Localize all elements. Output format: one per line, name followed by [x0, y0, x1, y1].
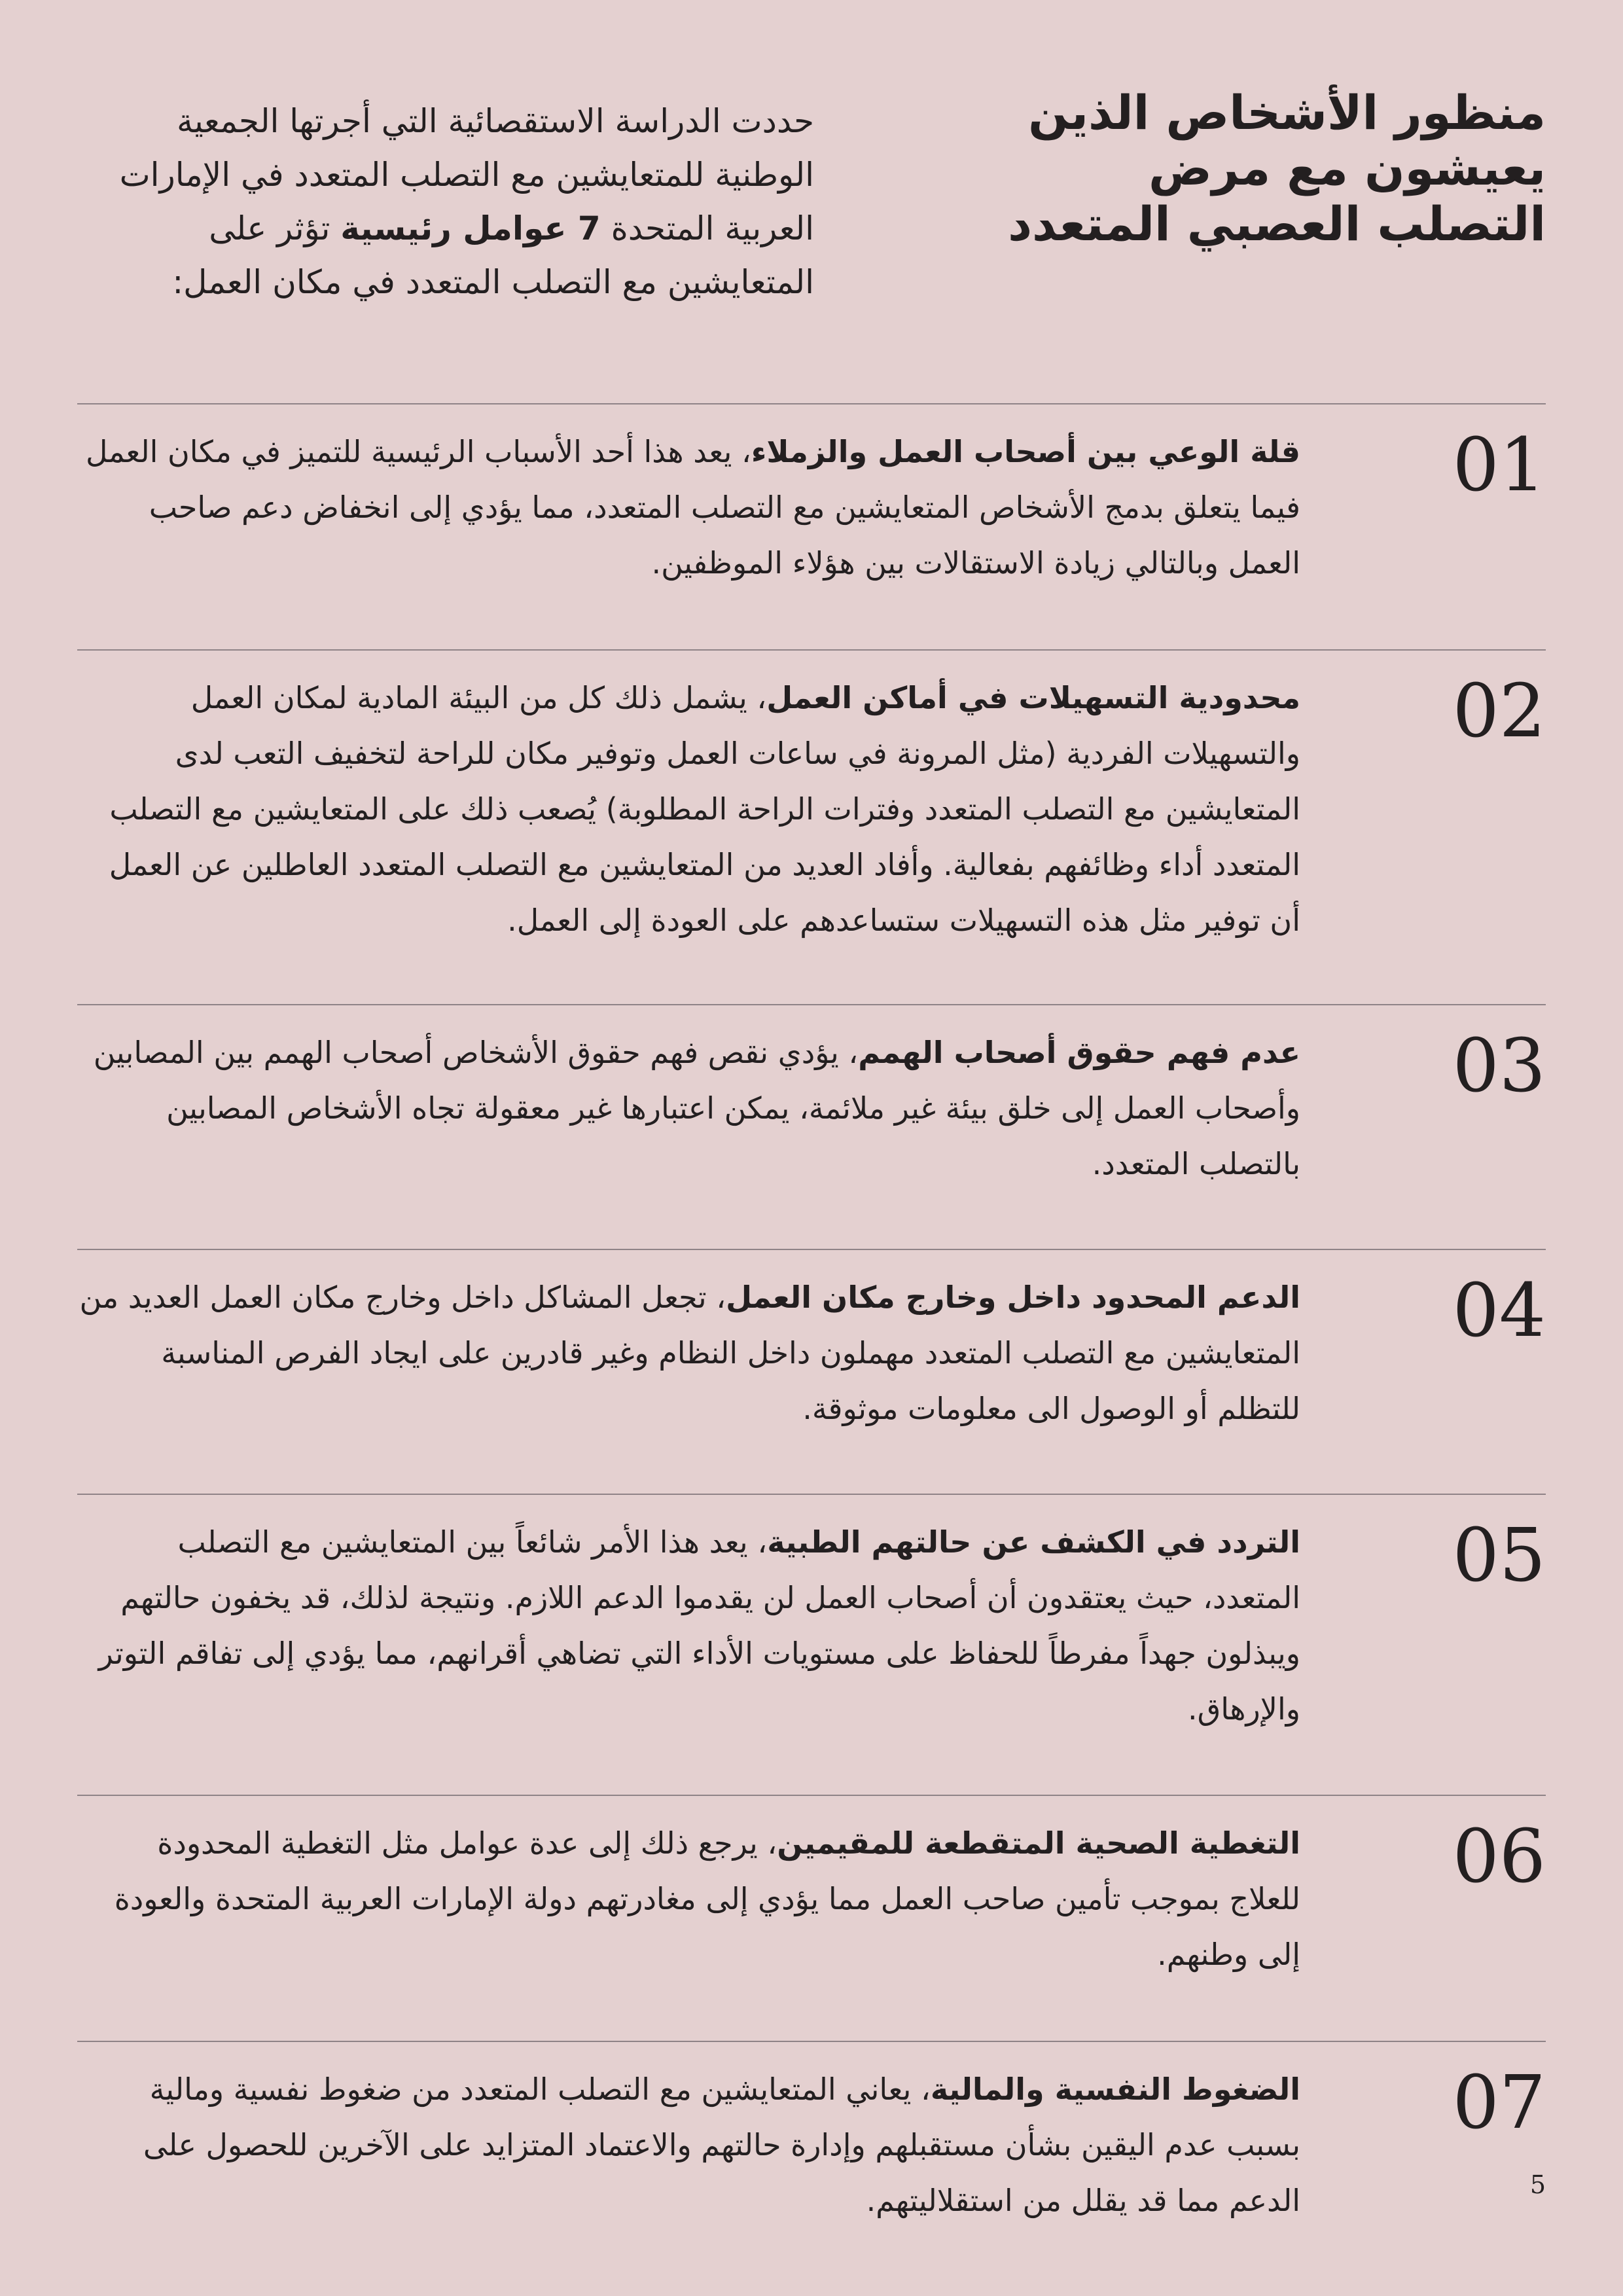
factor-heading: الضغوط النفسية والمالية: [930, 2072, 1300, 2107]
intro-text-bold: 7 عوامل رئيسية: [340, 209, 601, 247]
factor-number: 02: [1452, 669, 1546, 754]
factor-description: ، يعد هذا أحد الأسباب الرئيسية للتميز في مكان العمل فيما يتعلق بدمج الأشخاص المتعايشين مع التصلب المتعدد، مما يؤدي إلى انخفاض دعم صاحب العمل وبالتالي زيادة الاستقالات بين هؤلاء الموظفين.: [85, 434, 1300, 581]
factor-number: 06: [1452, 1814, 1546, 1899]
factor-description: ، يعد هذا الأمر شائعاً بين المتعايشين مع التصلب المتعدد، حيث يعتقدون أن أصحاب العمل لن يقدموا الدعم اللازم. ونتيجة لذلك، قد يخفون حالتهم ويبذلون جهداً مفرطاً للحفاظ على مستويات الأداء التي تضاهي أقرانهم، مما يؤدي إلى تفاقم التوتر والإرهاق.: [98, 1524, 1300, 1727]
factor-heading: عدم فهم حقوق أصحاب الهمم: [858, 1035, 1300, 1070]
factor-01: [77, 403, 1546, 581]
factor-number: 03: [1452, 1024, 1546, 1109]
factor-text: [77, 670, 1300, 948]
factor-description: ، تجعل المشاكل داخل وخارج مكان العمل العديد من المتعايشين مع التصلب المتعدد مهملون داخل النظام وغير قادرين على ايجاد الفرص المناسبة للتظلم أو الوصول الى معلومات موثوقة.: [79, 1280, 1300, 1426]
factor-06: [77, 1795, 1546, 1972]
factor-text: [77, 2062, 1300, 2229]
factor-02: [77, 649, 1546, 938]
factor-heading: التردد في الكشف عن حالتهم الطبية: [767, 1524, 1300, 1560]
page-header: [68, 85, 1546, 321]
intro-text-before: حددت الدراسة الاستقصائية التي أجرتها الجمعية الوطنية للمتعايشين مع التصلب المتعدد في الإمارات العربية المتحدة: [119, 102, 814, 247]
intro-paragraph: [68, 94, 814, 309]
factor-text: [77, 1816, 1300, 1982]
factor-04: [77, 1249, 1546, 1426]
factor-text: [77, 1025, 1300, 1192]
factor-description: ، يرجع ذلك إلى عدة عوامل مثل التغطية المحدودة للعلاج بموجب تأمين صاحب العمل مما يؤدي إلى مغادرتهم دولة الإمارات العربية المتحدة والعودة إلى وطنهم.: [114, 1825, 1300, 1972]
page-title: منظور الأشخاص الذين يعيشون مع مرض التصلب العصبي المتعدد: [1008, 85, 1546, 251]
factor-heading: قلة الوعي بين أصحاب العمل والزملاء: [751, 434, 1300, 469]
factor-text: [77, 1270, 1300, 1437]
factor-number: 07: [1452, 2060, 1546, 2145]
page-number: 5: [1529, 2170, 1546, 2199]
factor-03: [77, 1004, 1546, 1181]
factor-05: [77, 1494, 1546, 1727]
factor-description: ، يعاني المتعايشين مع التصلب المتعدد من ضغوط نفسية ومالية بسبب عدم اليقين بشأن مستقبلهم وإدارة حالتهم والاعتماد المتزايد على الآخرين للحصول على الدعم مما قد يقلل من استقلاليتهم.: [143, 2072, 1300, 2218]
factor-number: 01: [1452, 423, 1546, 508]
factor-07: [77, 2041, 1546, 2218]
factor-description: ، يشمل ذلك كل من البيئة المادية لمكان العمل والتسهيلات الفردية (مثل المرونة في ساعات العمل وتوفير مكان للراحة لتخفيف التعب لدى المتعايشين مع التصلب المتعدد وفترات الراحة المطلوبة) يُصعب ذلك على المتعايشين مع التصلب المتعدد أداء وظائفهم بفعالية. وأفاد العديد من المتعايشين مع التصلب المتعدد العاطلين عن العمل أن توفير مثل هذه التسهيلات ستساعدهم على العودة إلى العمل.: [109, 680, 1300, 938]
factor-number: 04: [1452, 1268, 1546, 1354]
factor-text: [77, 424, 1300, 591]
factor-description: ، يؤدي نقص فهم حقوق الأشخاص أصحاب الهمم بين المصابين وأصحاب العمل إلى خلق بيئة غير ملائمة، يمكن اعتبارها غير معقولة تجاه الأشخاص المصابين بالتصلب المتعدد.: [93, 1035, 1300, 1181]
factor-heading: الدعم المحدود داخل وخارج مكان العمل: [726, 1280, 1300, 1315]
factor-heading: التغطية الصحية المتقطعة للمقيمين: [777, 1825, 1300, 1861]
factor-heading: محدودية التسهيلات في أماكن العمل: [766, 680, 1300, 715]
intro-text-after: تؤثر على المتعايشين مع التصلب المتعدد في مكان العمل:: [172, 209, 814, 301]
factor-text: [77, 1515, 1300, 1737]
factor-number: 05: [1452, 1513, 1546, 1598]
